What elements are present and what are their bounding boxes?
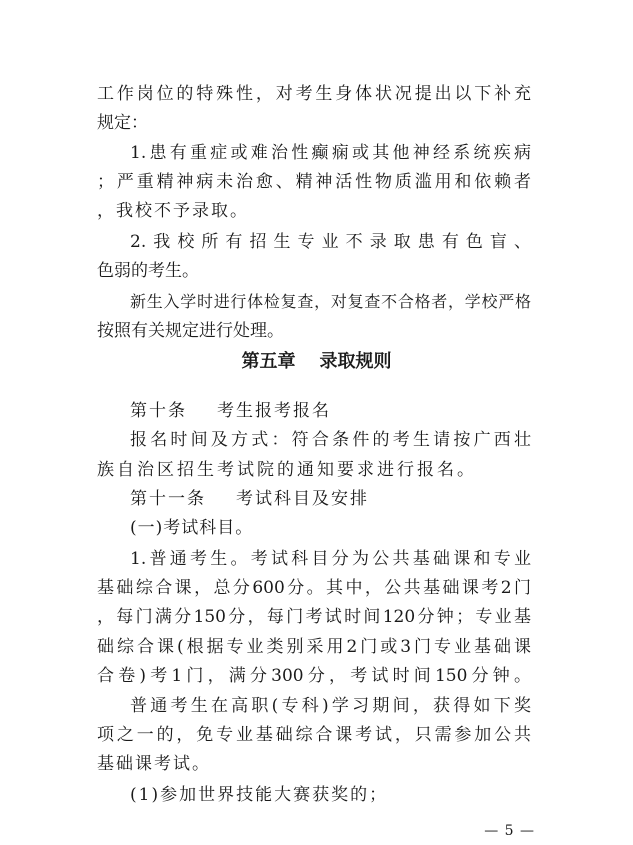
body-line: 合卷)考1门，满分300分，考试时间150分钟。 <box>97 666 531 686</box>
body-line: 2.我校所有招生专业不录取患有色盲、 <box>130 232 531 252</box>
body-line: 工作岗位的特殊性，对考生身体状况提出以下补充 <box>97 84 531 104</box>
body-line: 基础综合课，总分600分。其中，公共基础课考2门 <box>97 578 531 598</box>
body-line: 规定： <box>97 113 148 133</box>
article-heading <box>130 484 369 514</box>
article-number: 第十一条 <box>130 489 206 509</box>
body-line: ；严重精神病未治愈、精神活性物质滥用和依赖者 <box>97 172 531 192</box>
body-line: 础综合课(根据专业类别采用2门或3门专业基础课 <box>97 637 531 657</box>
page-number: — 5 — <box>484 823 535 839</box>
body-line: 基础课考试。 <box>97 754 211 774</box>
body-line: 新生入学时进行体检复查，对复查不合格者，学校严格 <box>130 292 531 311</box>
chapter-number: 第五章 <box>241 351 296 372</box>
chapter-title: 录取规则 <box>319 351 392 372</box>
body-line: 项之一的，免专业基础综合课考试，只需参加公共 <box>97 725 531 745</box>
article-number: 第十条 <box>130 401 187 421</box>
body-line: ，每门满分150分，每门考试时间120分钟；专业基 <box>97 607 531 627</box>
body-line: 普通考生在高职(专科)学习期间，获得如下奖 <box>130 696 531 716</box>
body-line: 1.患有重症或难治性癫痫或其他神经系统疾病 <box>130 143 531 163</box>
article-heading <box>130 396 331 426</box>
body-line: 色弱的考生。 <box>97 261 199 281</box>
body-line: 报名时间及方式：符合条件的考生请按广西壮 <box>130 430 531 450</box>
body-line: (一)考试科目。 <box>130 518 254 538</box>
article-title: 考生报考报名 <box>217 401 331 421</box>
body-line: 族自治区招生考试院的通知要求进行报名。 <box>97 460 477 480</box>
body-line: 按照有关规定进行处理。 <box>97 321 284 341</box>
article-title: 考试科目及安排 <box>236 489 369 509</box>
body-line: 1.普通考生。考试科目分为公共基础课和专业 <box>130 549 531 569</box>
chapter-heading <box>0 347 633 377</box>
body-line: (1)参加世界技能大赛获奖的； <box>130 785 389 805</box>
body-line: ，我校不予录取。 <box>97 201 249 221</box>
